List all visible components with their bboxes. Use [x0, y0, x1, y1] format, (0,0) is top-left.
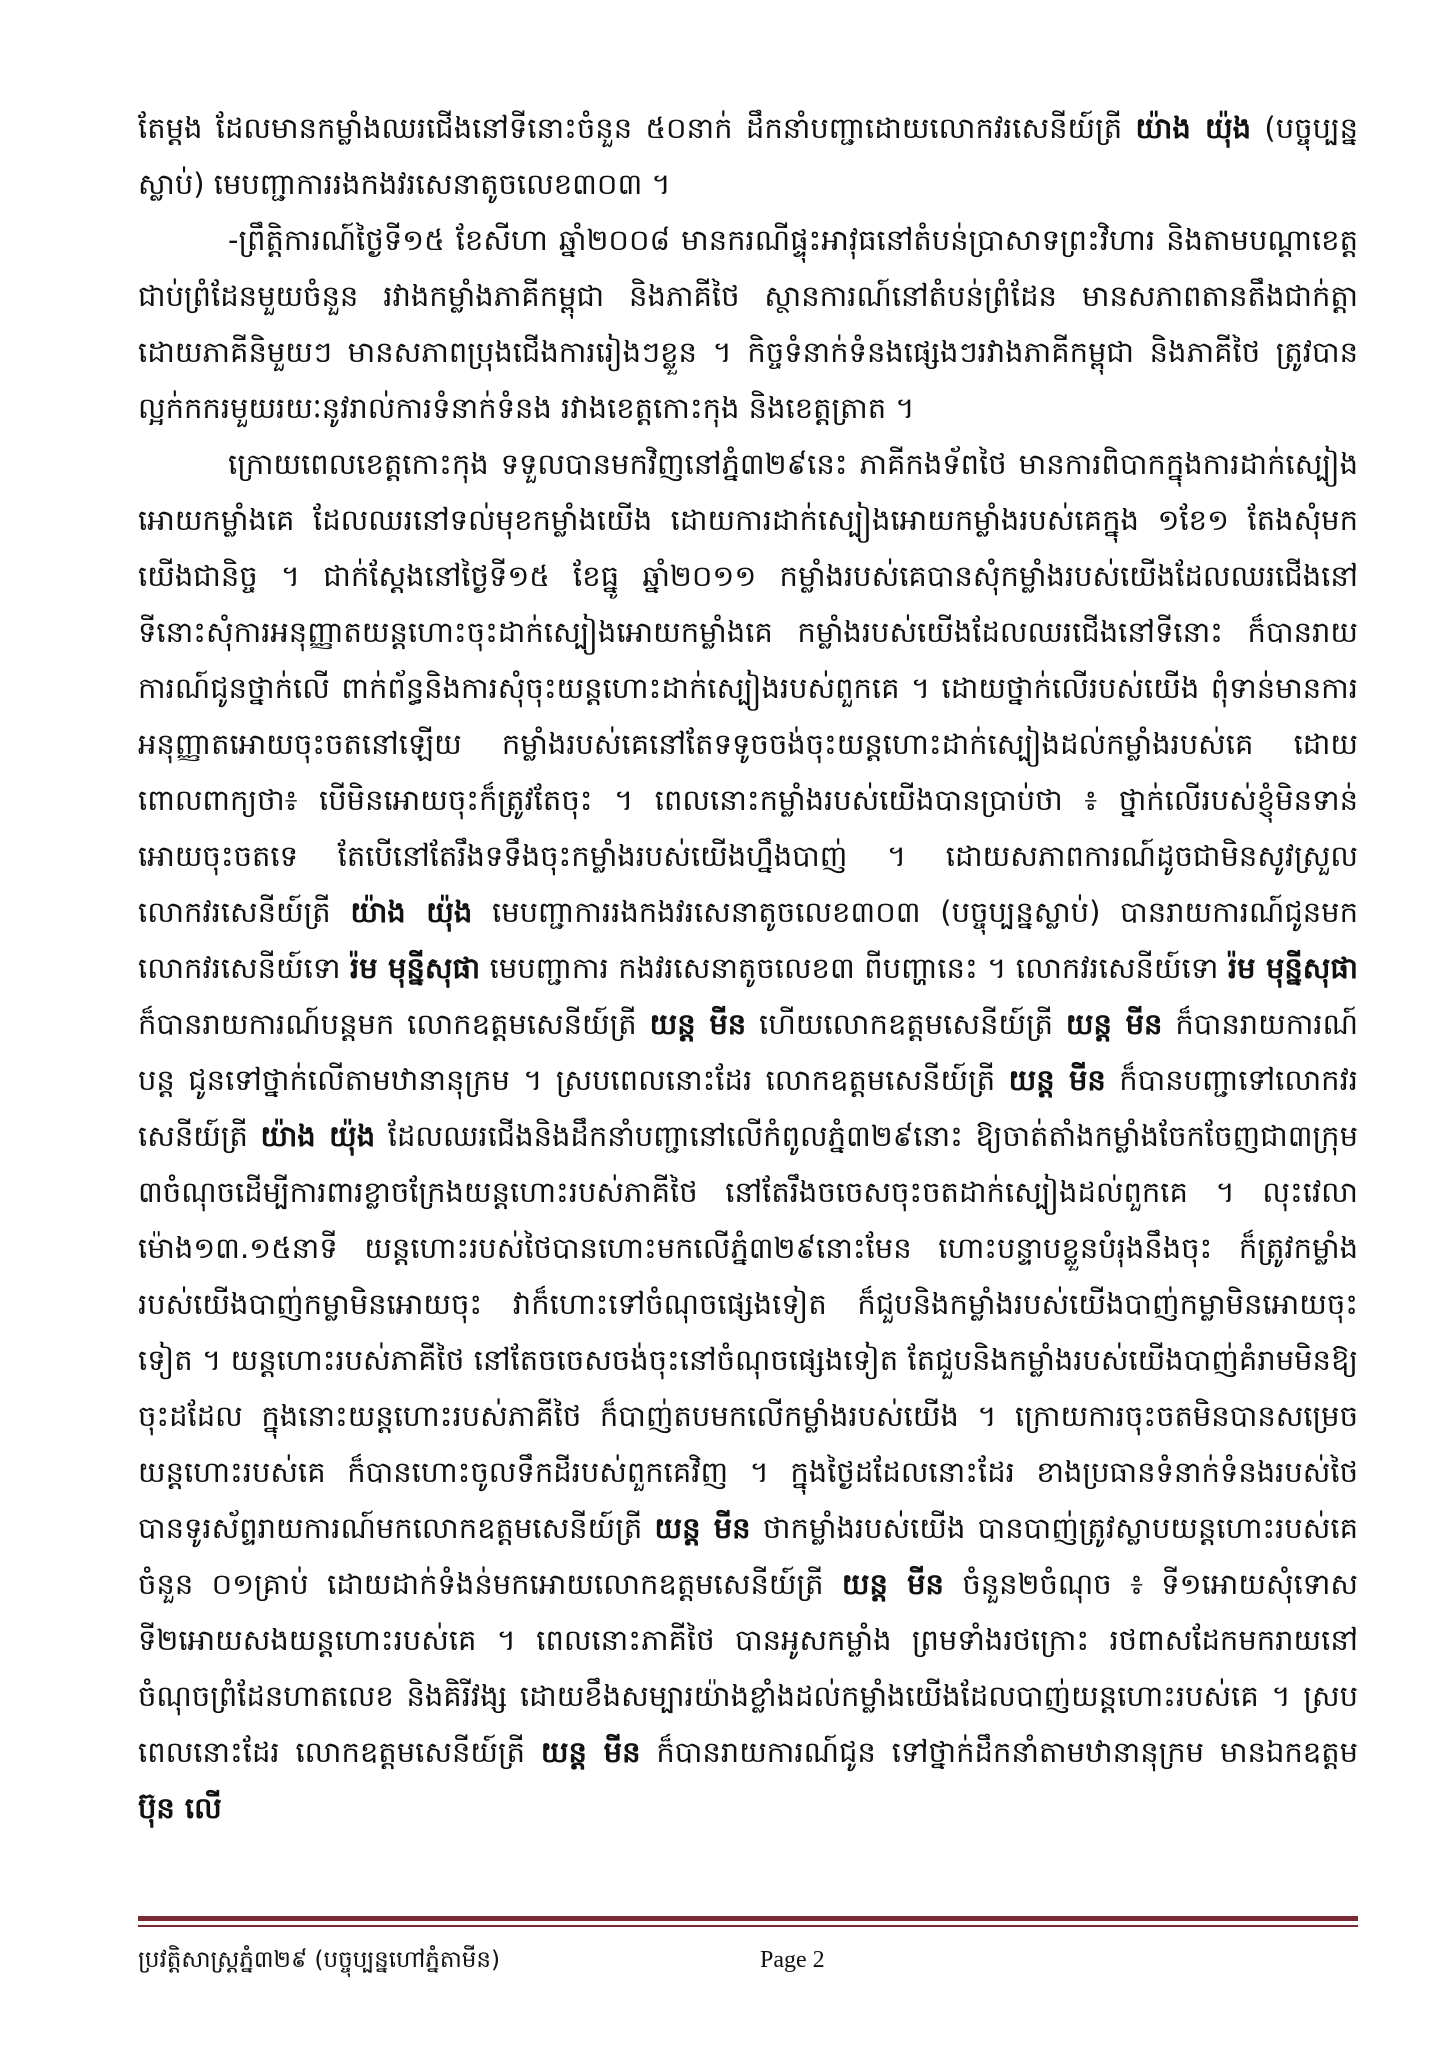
bold-name-run: យន្ត មីន — [1065, 1007, 1163, 1041]
bold-name-run: យន្ត មីន — [540, 1735, 641, 1769]
bold-name-run: ប៊ុន លើ — [138, 1791, 222, 1825]
text-run: ដែលឈរជើងនិងដឹកនាំបញ្ជានៅលើកំពូលភ្នំ៣២៩នោះ ឱ្យចាត់តាំងកម្លាំងចែកចែញជា៣ក្រុម ៣ចំណុចដើម្បីការពារខ្លាចក្រែងយន្តហោះរបស់ភាគីថៃ នៅតែរឹងចចេសចុះចតដាក់ស្បៀងដល់ពួកគេ ។ លុះវេលាម៉ោង១៣.១៥នាទី យន្តហោះរបស់ថៃបានហោះមកលើភ្នំ៣២៩នោះមែន ហោះបន្ទាបខ្លួនបំរុងនឹងចុះ ក៏ត្រូវកម្លាំងរបស់យើងបាញ់កម្លាមិនអោយចុះ វាក៏ហោះទៅចំណុចផ្សេងទៀត ក៏ជួបនិងកម្លាំងរបស់យើងបាញ់កម្លាមិនអោយចុះទៀត ។ យន្តហោះរបស់ភាគីថៃ នៅតែចចេសចង់ចុះនៅចំណុចផ្សេងទៀត តែជួបនិងកម្លាំងរបស់យើងបាញ់គំរាមមិនឱ្យចុះដដែល ក្នុងនោះយន្តហោះរបស់ភាគីថៃ ក៏បាញ់តបមកលើកម្លាំងរបស់យើង ។ ក្រោយការចុះចតមិនបានសម្រេចយន្តហោះរបស់គេ ក៏បានហោះចូលទឹកដីរបស់ពួកគេវិញ ។ ក្នុងថ្ងៃដដែលនោះដែរ ខាងប្រធានទំនាក់ទំនងរបស់ថៃ បានទូរស័ព្ទរាយការណ៍មកលោកឧត្តមសេនីយ៍ត្រី — [138, 1119, 1358, 1545]
bold-name-run: យ៉ាង យ៉ុង — [1135, 111, 1252, 145]
text-run: ក៏បានរាយការណ៍ជូន ទៅថ្នាក់ដឹកនាំតាមឋានានុក្រម មានឯកឧត្តម — [640, 1735, 1358, 1769]
text-run: ថាកម្លាំងរបស់យើង បានបាញ់ត្រូវស្លាបយន្តហោះរបស់គេចំនួន ០១គ្រាប់ ដោយដាក់ទំងន់មកអោយលោកឧត្តមសេនីយ៍ត្រី — [138, 1511, 1358, 1601]
text-run: មេបញ្ជាការ កងវរសេនាតូចលេខ៣ ពីបញ្ហានេះ ។ លោកវរសេនីយ៍ទោ — [480, 951, 1228, 985]
text-run: (បច្ចុប្បន្នស្លាប់) មេបញ្ជាការរងកងវរសេនាតូចលេខ៣០៣ ។ — [138, 111, 1358, 201]
bold-name-run: យ៉ាង យ៉ុង — [350, 895, 473, 929]
bold-name-run: យ៉ាង យ៉ុង — [260, 1119, 376, 1153]
text-run: ក៏បានបញ្ជាទៅលោកវរសេនីយ៍ត្រី — [138, 1063, 1358, 1153]
footer-document-title: ប្រវត្តិសាស្ត្រភ្នំ៣២៩ (បច្ចុប្បន្នហៅភ្នំតាមីន) — [138, 1947, 500, 1973]
paragraph — [138, 100, 1358, 212]
text-run: ហើយលោកឧត្តមសេនីយ៍ត្រី — [746, 1007, 1066, 1041]
text-run: ចំនួន២ចំណុច ៖ ទី១អោយសុំទោស ទី២អោយសងយន្តហោះរបស់គេ ។ ពេលនោះភាគីថៃ បានអូសកម្លាំង ព្រមទាំងរថក្រោះ រថពាសដែកមករាយនៅចំណុចព្រំដែនហាតលេខ និងគិរីវង្ស ដោយខឹងសម្បារយ៉ាងខ្លាំងដល់កម្លាំងយើងដែលបាញ់យន្តហោះរបស់គេ ។ ស្របពេលនោះដែរ លោកឧត្តមសេនីយ៍ត្រី — [138, 1567, 1358, 1769]
footer-divider-thin — [138, 1925, 1358, 1927]
bold-name-run: យន្ត មីន — [649, 1007, 747, 1041]
bold-name-run: យន្ត មីន — [841, 1567, 944, 1601]
bold-name-run: រ៉ម មុន្នីសុផា — [350, 951, 481, 985]
bold-name-run: រ៉ម មុន្នីសុផា — [1227, 951, 1358, 985]
bold-name-run: យន្ត មីន — [1008, 1063, 1106, 1097]
text-run: តែម្តង ដែលមានកម្លាំងឈរជើងនៅទីនោះចំនួន ៥០នាក់ ដឹកនាំបញ្ជាដោយលោកវរសេនីយ៍ត្រី — [138, 111, 1136, 145]
text-run: ក្រោយពេលខេត្តកោះកុង ទទួលបានមកវិញនៅភ្នំ៣២៩នេះ ភាគីកងទ័ពថៃ មានការពិបាកក្នុងការដាក់ស្បៀងអោយកម្លាំងគេ ដែលឈរនៅទល់មុខកម្លាំងយើង ដោយការដាក់ស្បៀងអោយកម្លាំងរបស់គេក្នុង ១ខែ១ តែងសុំមកយើងជានិច្ច ។ ជាក់ស្តែងនៅថ្ងៃទី១៥ ខែធ្នូ ឆ្នាំ២០១១ កម្លាំងរបស់គេបានសុំកម្លាំងរបស់យើងដែលឈរជើងនៅទីនោះសុំការអនុញ្ញាតយន្តហោះចុះដាក់ស្បៀងអោយកម្លាំងគេ កម្លាំងរបស់យើងដែលឈរជើងនៅទីនោះ ក៏បានរាយការណ៍ជូនថ្នាក់លើ ពាក់ព័ន្ធនិងការសុំចុះយន្តហោះដាក់ស្បៀងរបស់ពួកគេ ។ ដោយថ្នាក់លើរបស់យើង ពុំទាន់មានការអនុញ្ញាតអោយចុះចតនៅឡើយ កម្លាំងរបស់គេនៅតែទទូចចង់ចុះយន្តហោះដាក់ស្បៀងដល់កម្លាំងរបស់គេ ដោយពោលពាក្យថា៖ បើមិនអោយចុះក៏ត្រូវតែចុះ ។ ពេលនោះកម្លាំងរបស់យើងបានប្រាប់ថា ៖ ថ្នាក់លើរបស់ខ្ញុំមិនទាន់អោយចុះចតទេ តែបើនៅតែរឹងទទឹងចុះកម្លាំងរបស់យើងហ្នឹងបាញ់ ។ ដោយសភាពការណ៍ដូចជាមិនសូវស្រួល លោកវរសេនីយ៍ត្រី — [138, 447, 1358, 929]
footer-page-number: Page 2 — [760, 1947, 825, 1973]
text-run: ក៏បានរាយការណ៍បន្ត ជូនទៅថ្នាក់លើតាមឋានានុក្រម ។ ស្របពេលនោះដែរ លោកឧត្តមសេនីយ៍ត្រី — [138, 1007, 1358, 1097]
paragraph — [138, 436, 1358, 1836]
text-run: -ព្រឹត្តិការណ៍ថ្ងៃទី១៥ ខែសីហា ឆ្នាំ២០០៨ មានករណីផ្ទុះអាវុធនៅតំបន់ប្រាសាទព្រះវិហារ និងតាមបណ្តាខេត្តជាប់ព្រំដែនមួយចំនួន រវាងកម្លាំងភាគីកម្ពុជា និងភាគីថៃ ស្ថានការណ៍នៅតំបន់ព្រំដែន មានសភាពតានតឹងជាក់ត្ដា ដោយភាគីនិមួយៗ មានសភាពប្រុងជើងការរៀងៗខ្លួន ។ កិច្ចទំនាក់ទំនងផ្សេងៗរវាងភាគីកម្ពុជា និងភាគីថៃ ត្រូវបានល្អក់កករមួយរយៈនូវរាល់ការទំនាក់ទំនង រវាងខេត្តកោះកុង និងខេត្តត្រាត ។ — [138, 223, 1358, 425]
text-run: មេបញ្ជាការរងកងវរសេនាតូចលេខ៣០៣ (បច្ចុប្បន្នស្លាប់) បានរាយការណ៍ជូនមក លោកវរសេនីយ៍ទោ — [138, 895, 1358, 985]
paragraph — [138, 212, 1358, 436]
footer-divider-thick — [138, 1916, 1358, 1921]
text-run: ក៏បានរាយការណ៍បន្តមក លោកឧត្តមសេនីយ៍ត្រី — [138, 1007, 650, 1041]
document-body — [138, 100, 1358, 1900]
bold-name-run: យន្ត មីន — [654, 1511, 751, 1545]
